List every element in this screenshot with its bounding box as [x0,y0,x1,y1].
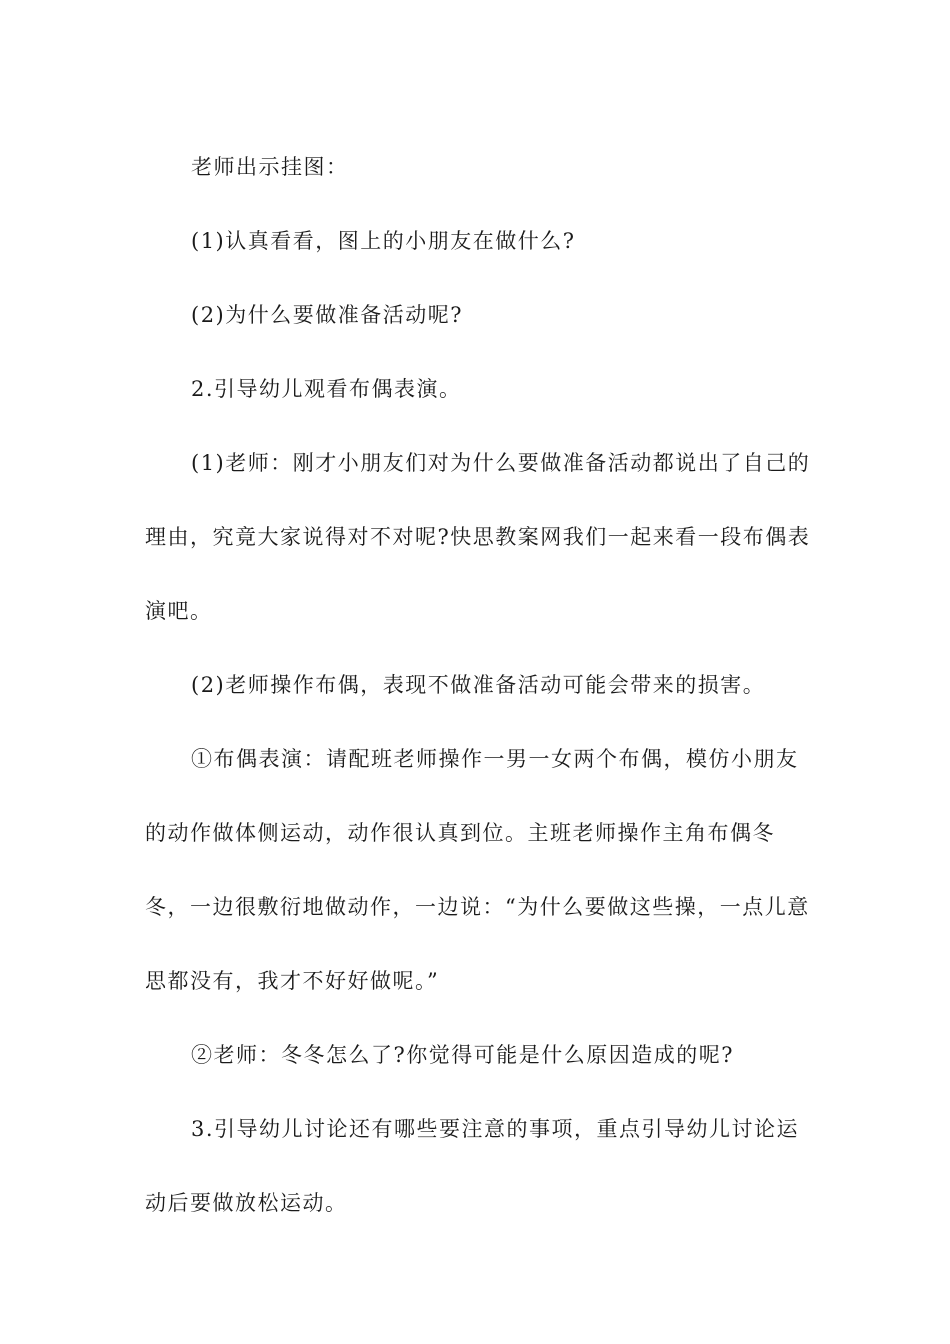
paragraph-step-2: 2.引导幼儿观看布偶表演。 [191,377,462,401]
paragraph-step-3: 3.引导幼儿讨论还有哪些要注意的事项，重点引导幼儿讨论运动后要做放松运动。 [145,1117,800,1215]
paragraph-question-2: (2)为什么要做准备活动呢? [191,303,464,327]
paragraph-teacher-question: ②老师：冬冬怎么了?你觉得可能是什么原因造成的呢? [191,1043,735,1067]
paragraph-teacher-speech: (1)老师：刚才小朋友们对为什么要做准备活动都说出了自己的理由，究竟大家说得对不对呢?快思教案网我们一起来看一段布偶表演吧。 [145,451,811,623]
paragraph-question-1: (1)认真看看，图上的小朋友在做什么? [191,229,576,253]
document-body [145,130,815,1240]
paragraph-show-picture: 老师出示挂图： [191,155,349,179]
paragraph-puppet-show: ①布偶表演：请配班老师操作一男一女两个布偶，模仿小朋友的动作做体侧运动，动作很认真到位。主班老师操作主角布偶冬冬，一边很敷衍地做动作，一边说：“为什么要做这些操，一点儿意思都没有，我才不好好做呢。” [145,747,810,993]
paragraph-puppet-operation: (2)老师操作布偶，表现不做准备活动可能会带来的损害。 [191,673,766,697]
